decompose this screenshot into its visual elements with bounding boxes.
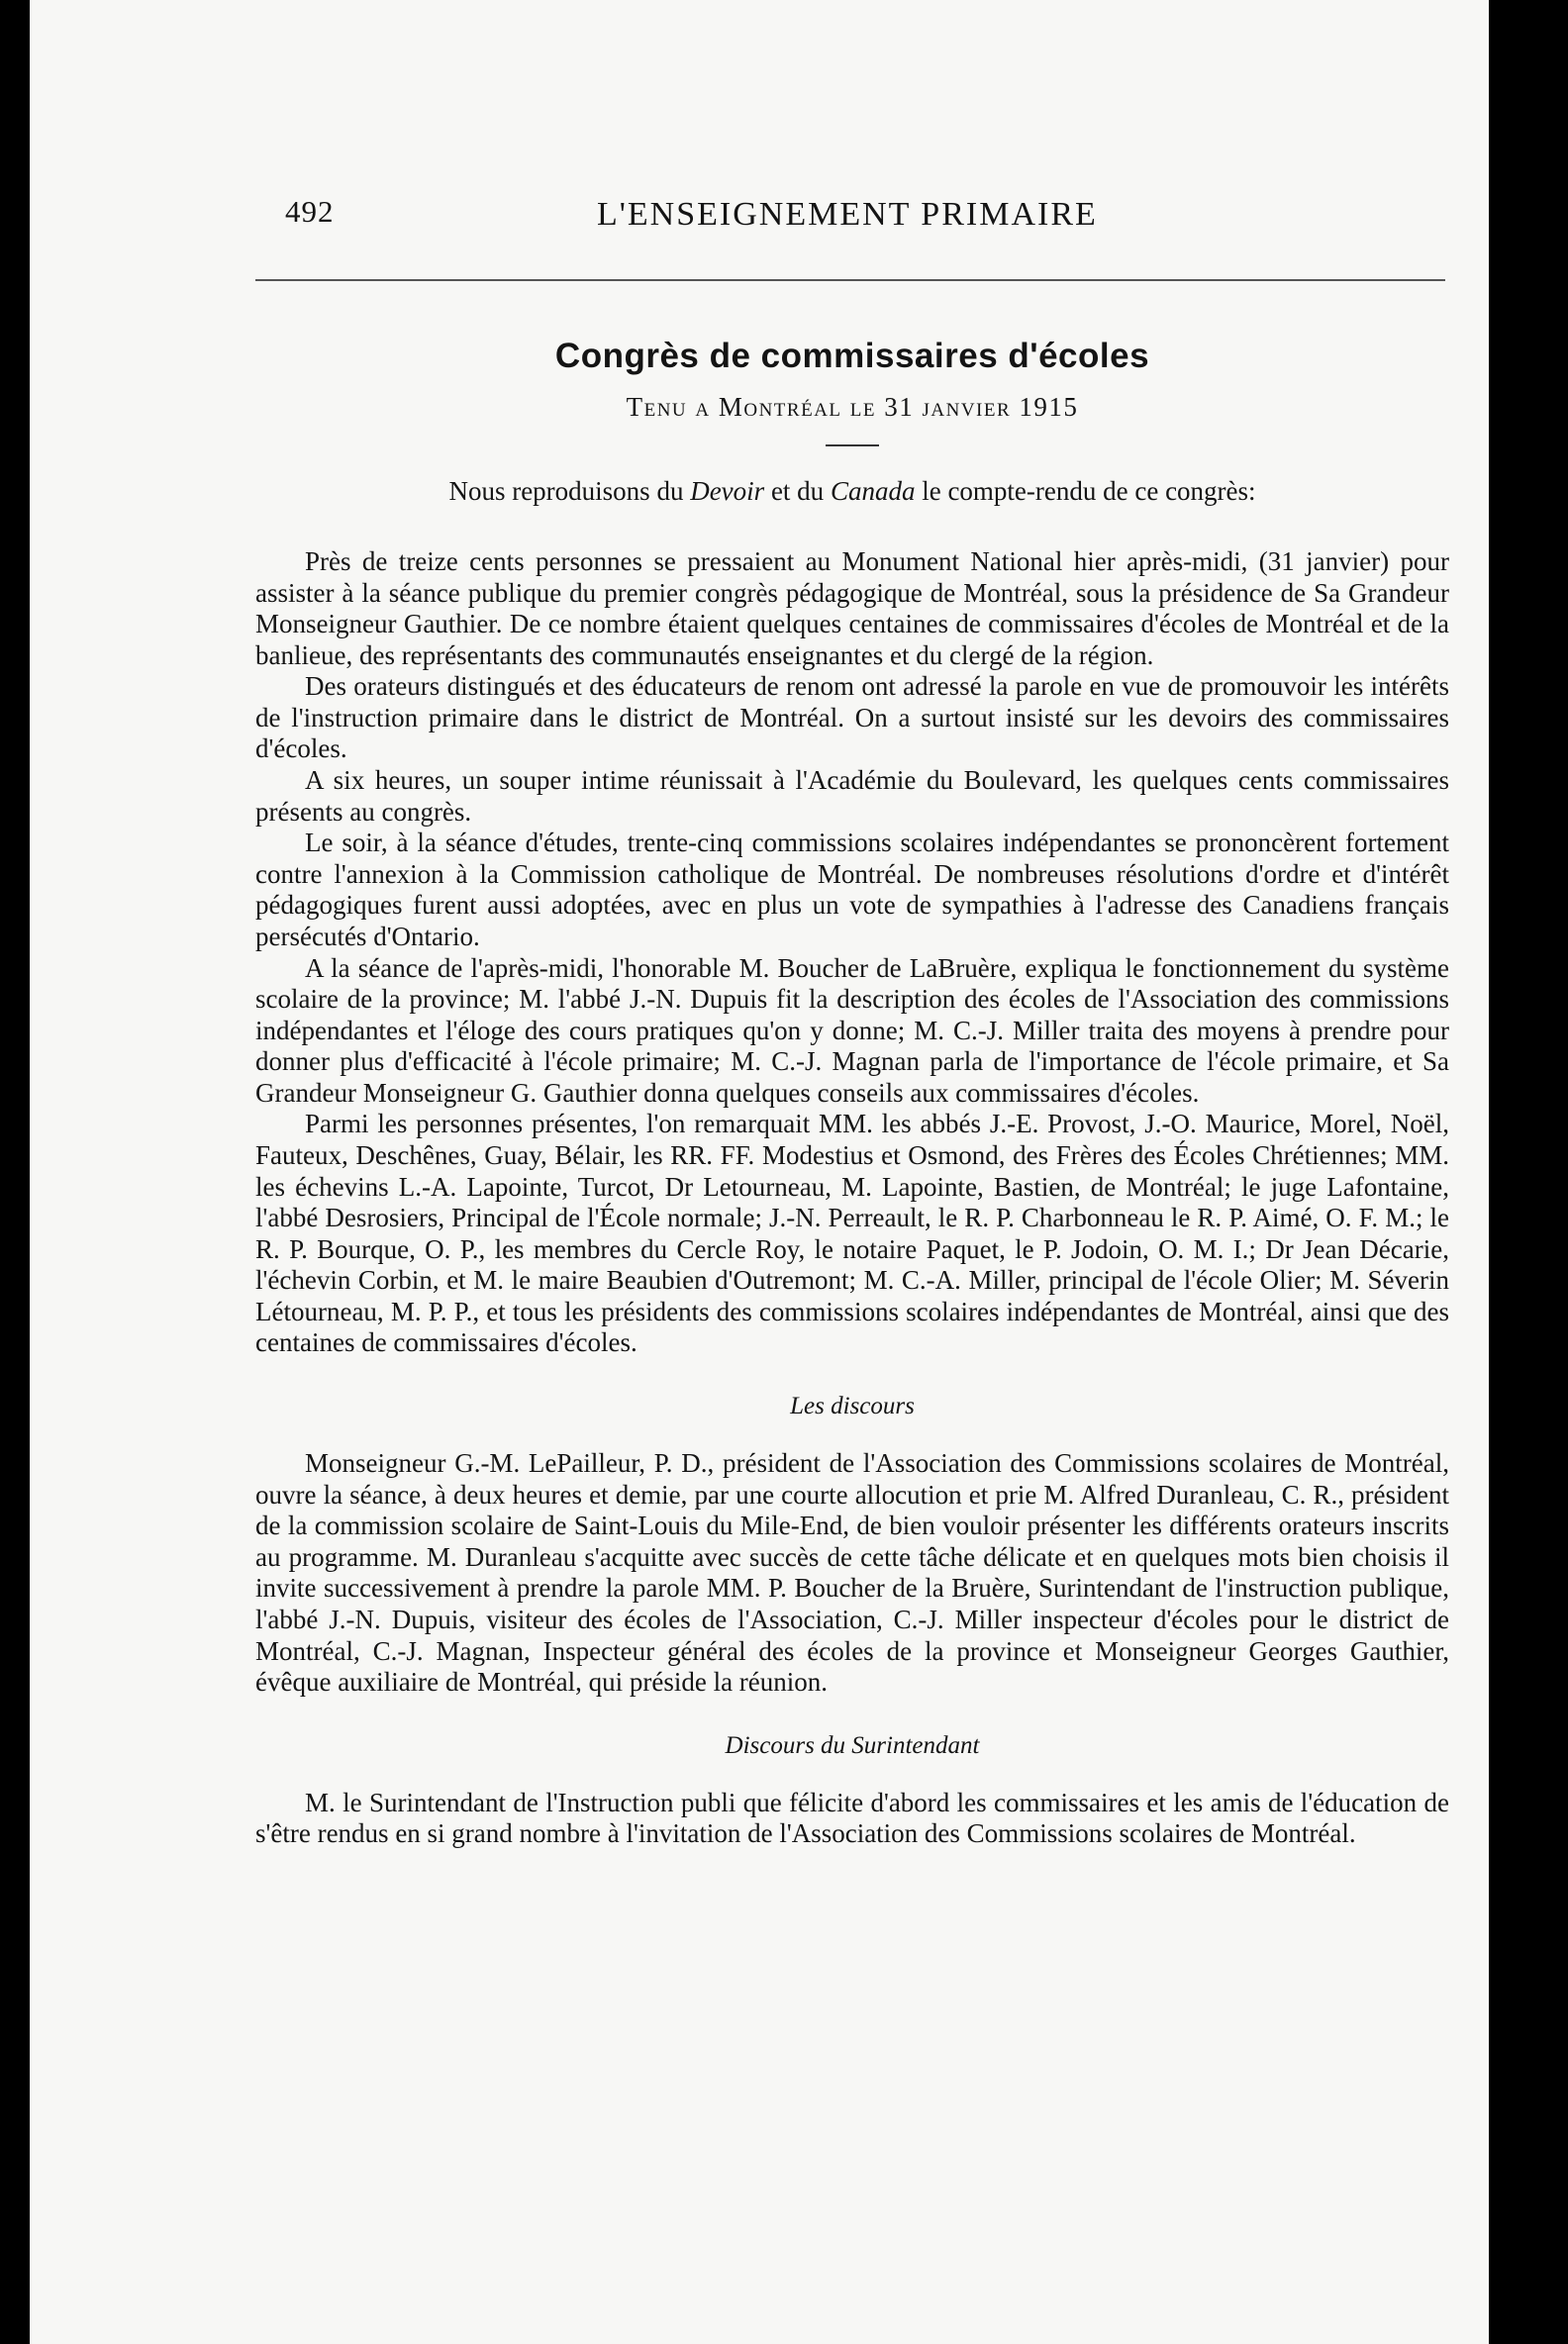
title-divider [826,444,879,446]
paragraph: Près de treize cents personnes se pressaient au Monument National hier après-midi, (31 janvier) pour assister à la séance publique du premier congrès pédagogique de Montréal, sous la présidence de Sa Grandeur Monseigneur Gauthier. De ce nombre étaient quelques centaines de commissaires d'écoles de Montréal et de la banlieue, des représentants des communautés enseignantes et du clergé de la région. [255,546,1449,670]
paragraph: Le soir, à la séance d'études, trente-cinq commissions scolaires indépendantes se prononcèrent fortement contre l'annexion à la Commission catholique de Montréal. De nombreuses résolutions d'ordre et d'intérêt pédagogiques furent aussi adoptées, avec en plus un vote de sympathies à l'adresse des Canadiens français persécutés d'Ontario. [255,828,1449,951]
paragraph: M. le Surintendant de l'Instruction publi que félicite d'abord les commissaires et les amis de l'éducation de s'être rendus en si grand nombre à l'invitation de l'Association des Commissions scolaires de Montréal. [255,1787,1449,1849]
section-heading-surintendant: Discours du Surintendant [725,1731,980,1759]
intro-source-devoir: Devoir [690,476,765,506]
intro-source-canada: Canada [830,476,916,506]
paragraph: Parmi les personnes présentes, l'on remarquait MM. les abbés J.-E. Provost, J.-O. Maurice, Morel, Noël, Fauteux, Deschênes, Guay, Bélair, les RR. FF. Modestius et Osmond, des Frères des Écoles Chrétiennes; MM. les échevins L.-A. Lapointe, Turcot, Dr Letourneau, M. Lapointe, Bastien, de Montréal; le juge Lafontaine, l'abbé Desrosiers, Principal de l'École normale; J.-N. Perreault, le R. P. Charbonneau le R. P. Aimé, O. F. M.; le R. P. Bourque, O. P., les membres du Cercle Roy, le notaire Paquet, le P. Jodoin, O. M. I.; Dr Jean Décarie, l'échevin Corbin, et M. le maire Beaubien d'Outremont; M. C.-A. Miller, principal de l'école Olier; M. Séverin Létourneau, M. P. P., et tous les présidents des commissions scolaires indépendantes de Montréal, ainsi que des centaines de commissaires d'écoles. [255,1109,1449,1358]
page-number: 492 [285,194,335,229]
article-subtitle: Tenu a Montréal le 31 janvier 1915 [626,392,1079,422]
intro-before: Nous reproduisons du [448,476,691,506]
paragraph: A la séance de l'après-midi, l'honorable M. Boucher de LaBruère, expliqua le fonctionnement du système scolaire de la province; M. l'abbé J.-N. Dupuis fit la description des écoles de l'Association des commissions indépendantes et l'éloge des cours pratiques qu'on y donne; M. C.-J. Miller traita des moyens à prendre pour donner plus d'efficacité à l'école primaire; M. C.-J. Magnan parla de l'importance de l'école primaire, et Sa Grandeur Monseigneur G. Gauthier donna quelques conseils aux commissaires d'écoles. [255,952,1449,1108]
article-title: Congrès de commissaires d'écoles [554,337,1150,375]
journal-title: L'ENSEIGNEMENT PRIMAIRE [597,196,1098,233]
running-head [255,194,1473,253]
paragraph: Monseigneur G.-M. LePailleur, P. D., président de l'Association des Commissions scolaires de Montréal, ouvre la séance, à deux heures et demie, par une courte allocution et prie M. Alfred Duranleau, C. R., président de la commission scolaire de Saint-Louis du Mile-End, de bien vouloir présenter les différents orateurs inscrits au programme. M. Duranleau s'acquitte avec succès de cette tâche délicate et en quelques mots bien choisis il invite successivement à prendre la parole MM. P. Boucher de la Bruère, Surintendant de l'instruction publique, l'abbé J.-N. Dupuis, visiteur des écoles de l'Association, C.-J. Miller inspecteur d'écoles pour le district de Montréal, C.-J. Magnan, Inspecteur général des écoles de la province et Monseigneur Georges Gauthier, évêque auxiliaire de Montréal, qui préside la réunion. [255,1448,1449,1698]
paragraph: A six heures, un souper intime réunissait à l'Académie du Boulevard, les quelques cents commissaires présents au congrès. [255,765,1449,827]
surintendant-body [255,1788,1449,1850]
header-divider [255,279,1445,281]
section-heading-discours: Les discours [790,1393,915,1420]
discours-body [255,1448,1449,1699]
article [255,315,1449,1850]
intro-middle: et du [764,476,831,506]
report-body [255,546,1449,1359]
paragraph: Des orateurs distingués et des éducateurs de renom ont adressé la parole en vue de promouvoir les intérêts de l'instruction primaire dans le district de Montréal. On a surtout insisté sur les devoirs des commissaires d'écoles. [255,671,1449,764]
intro-line [255,476,1449,507]
book-page [30,0,1489,2344]
intro-after: le compte-rendu de ce congrès: [915,476,1256,506]
